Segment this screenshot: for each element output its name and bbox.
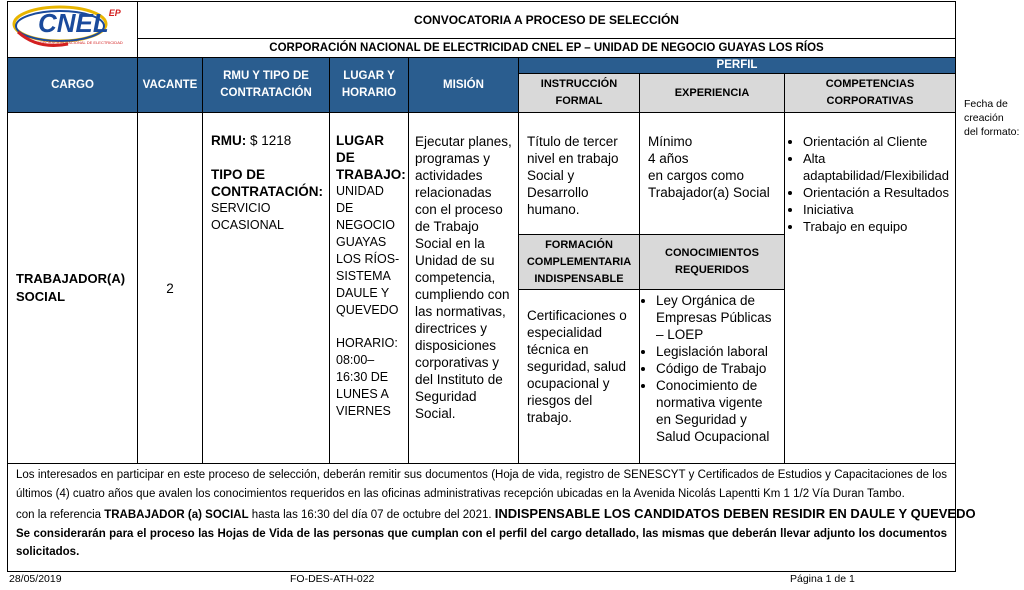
cell-lugar	[329, 112, 409, 464]
cell-mision	[408, 112, 519, 464]
notice-box	[7, 463, 976, 572]
list-item: • Iniciativa	[803, 201, 951, 218]
cell-experiencia	[639, 112, 785, 235]
cell-formacion	[518, 289, 640, 464]
mision-value: Ejecutar planes, programas y actividades relacionadas con el proceso de Trabajo Social en la Unidad de su competencia, cumpliendo con las normativas, directrices y disposiciones corporativas y del Instituto de Seguridad Social.	[415, 134, 512, 421]
col-competencias: COMPETENCIAS CORPORATIVAS	[784, 73, 956, 113]
conocimientos-list	[640, 290, 784, 445]
tipo-value: SERVICIO OCASIONAL	[211, 201, 284, 232]
col-conocimientos: CONOCIMIENTOS REQUERIDOS	[639, 234, 785, 290]
rmu-value: $ 1218	[246, 133, 292, 148]
lugar-label: LUGAR DE TRABAJO:	[336, 133, 406, 182]
experiencia-line-2: 4 años	[648, 151, 689, 166]
list-item: • Conocimiento de normativa vigente en Seguridad y Salud Ocupacional	[656, 377, 780, 445]
rmu-label: RMU:	[211, 133, 247, 148]
cargo-value: TRABAJADOR(A) SOCIAL	[16, 271, 126, 304]
list-item: • Legislación laboral	[656, 343, 780, 360]
tipo-label: TIPO DE CONTRATACIÓN:	[211, 167, 323, 199]
document-subtitle: CORPORACIÓN NACIONAL DE ELECTRICIDAD CNEL EP – UNIDAD DE NEGOCIO GUAYAS LOS RÍOS	[137, 38, 956, 58]
page-footer-date: 28/05/2019	[9, 573, 62, 585]
logo-tagline: CORPORACIÓN NACIONAL DE ELECTRICIDAD	[34, 40, 123, 45]
col-cargo: CARGO	[7, 57, 138, 113]
list-item: • Trabajo en equipo	[803, 218, 951, 235]
col-instruccion: INSTRUCCIÓN FORMAL	[518, 73, 640, 113]
logo-brand: $CNEL^{EP}$	[38, 8, 121, 38]
col-lugar: LUGAR Y HORARIO	[329, 57, 409, 113]
vacante-value: 2	[166, 280, 174, 296]
col-vacante: VACANTE	[137, 57, 203, 113]
cell-competencias	[784, 112, 956, 464]
instruccion-value: Título de tercer nivel en trabajo Social y Desarrollo humano.	[527, 134, 619, 217]
cell-cargo	[7, 112, 138, 464]
notice-line-1: Los interesados en participar en este proceso de selección, deberán remitir sus documentos (Hoja de vida, registro de SENESCYT y Certificados de Estudios y Capacitaciones de los últimos (4) cuatro años que avalen los conocimientos requeridos en las oficinas administrativas recepción ubicadas en la Avenida Nicolás Lapentti Km 1 1/2 Vía Duran Tambo.	[16, 469, 947, 500]
cell-conocimientos	[639, 289, 785, 464]
list-item: • Orientación al Cliente	[803, 133, 951, 150]
page-footer-code: FO-DES-ATH-022	[290, 573, 375, 585]
col-mision: MISIÓN	[408, 57, 519, 113]
document-title: CONVOCATORIA A PROCESO DE SELECCIÓN	[137, 1, 956, 39]
lugar-value: UNIDAD DE NEGOCIO GUAYAS LOS RÍOS-SISTEMA DAULE Y QUEVEDO	[336, 184, 400, 317]
side-note: Fecha de creación del formato:	[964, 98, 1020, 138]
notice-line-3: Se considerarán para el proceso las Hojas de Vida de las personas que cumplan con el perfil del cargo detallado, las mismas que deberán llevar adjunto los documentos solicitados.	[16, 528, 947, 558]
cell-rmu	[202, 112, 330, 464]
experiencia-line-3: en cargos como Trabajador(a) Social	[648, 168, 770, 200]
list-item: • Alta adaptabilidad/Flexibilidad	[803, 150, 951, 184]
col-rmu: RMU Y TIPO DE CONTRATACIÓN	[202, 57, 330, 113]
cell-instruccion	[518, 112, 640, 235]
experiencia-line-1: Mínimo	[648, 134, 693, 149]
list-item: • Orientación a Resultados	[803, 184, 951, 201]
col-experiencia: EXPERIENCIA	[639, 73, 785, 113]
list-item: • Código de Trabajo	[656, 360, 780, 377]
col-formacion: FORMACIÓN COMPLEMENTARIA INDISPENSABLE	[518, 234, 640, 290]
logo-cell	[7, 1, 138, 58]
competencias-list	[785, 113, 955, 235]
horario-value: HORARIO: 08:00–16:30 DE LUNES A VIERNES	[336, 336, 398, 418]
page-footer-page: Página 1 de 1	[790, 573, 855, 585]
col-perfil: PERFIL	[518, 57, 956, 74]
cell-vacante	[137, 112, 203, 464]
formacion-value: Certificaciones o especialidad técnica en seguridad, salud ocupacional y riesgos del trabajo.	[527, 308, 627, 425]
list-item: • Ley Orgánica de Empresas Públicas – LOEP	[656, 292, 780, 343]
notice-line-2: con la referencia TRABAJADOR (a) SOCIAL hasta las 16:30 del día 07 de octubre del 2021. INDISPENSABLE LOS CANDIDATOS DEBEN RESIDIR EN DAULE Y QUEVEDO	[16, 506, 976, 521]
